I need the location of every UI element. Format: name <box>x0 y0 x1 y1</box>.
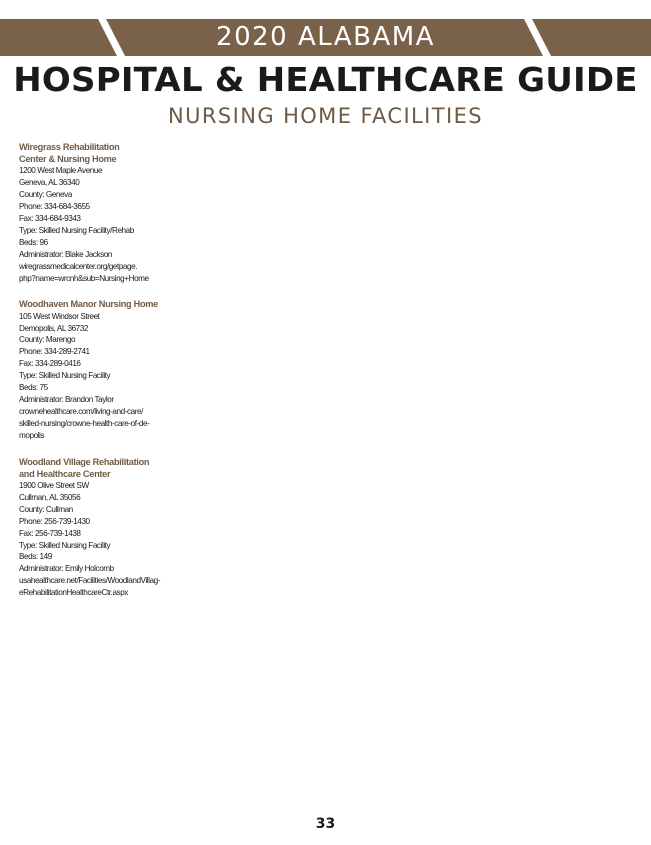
facility-entry <box>19 141 179 284</box>
facility-county: County: Cullman <box>19 504 73 514</box>
facility-fax: Fax: 334-684-9343 <box>19 214 81 224</box>
facility-website: usahealthcare.net/Facilities/WoodlandVillag- <box>19 576 161 586</box>
header-banner <box>0 19 651 56</box>
facility-administrator: Administrator: Emily Holcomb <box>19 564 114 574</box>
facility-type: Type: Skilled Nursing Facility <box>19 540 111 550</box>
facility-fax: Fax: 334-289-0416 <box>19 359 81 369</box>
section-title: NURSING HOME FACILITIES <box>168 104 483 128</box>
banner-title: 2020 ALABAMA <box>216 22 435 52</box>
facility-address: 105 West Windsor Street <box>19 311 100 321</box>
facility-phone: Phone: 334-684-3655 <box>19 202 90 212</box>
facility-city: Geneva, AL 36340 <box>19 178 80 188</box>
facility-city: Demopolis, AL 36732 <box>19 323 88 333</box>
facility-name <box>19 456 179 480</box>
facility-name-line: Woodhaven Manor Nursing Home <box>19 299 158 310</box>
facility-website: skilled-nursing/crowne-health-care-of-de- <box>19 418 150 428</box>
facility-website: eRehabilitationHealthcareCtr.aspx <box>19 588 128 598</box>
facility-city: Cullman, AL 35056 <box>19 492 81 502</box>
facility-entry <box>19 456 179 599</box>
facility-name <box>19 141 179 165</box>
facility-county: County: Geneva <box>19 190 72 200</box>
page-number: 33 <box>315 816 336 832</box>
facility-name <box>19 298 179 310</box>
facility-type: Type: Skilled Nursing Facility/Rehab <box>19 225 134 235</box>
facility-entry <box>19 298 179 441</box>
facility-administrator: Administrator: Blake Jackson <box>19 249 112 259</box>
page-title: HOSPITAL & HEALTHCARE GUIDE <box>13 60 638 99</box>
facility-address: 1200 West Maple Avenue <box>19 166 103 176</box>
facility-beds: Beds: 75 <box>19 383 48 393</box>
facility-phone: Phone: 256-739-1430 <box>19 516 90 526</box>
facility-name-line: Woodland Village Rehabilitation <box>19 456 150 467</box>
facility-type: Type: Skilled Nursing Facility <box>19 371 111 381</box>
facility-beds: Beds: 96 <box>19 237 48 247</box>
facility-name-line: and Healthcare Center <box>19 468 111 479</box>
facility-website: crownehealthcare.com/living-and-care/ <box>19 406 143 416</box>
facility-beds: Beds: 149 <box>19 552 52 562</box>
facility-address: 1900 Olive Street SW <box>19 481 89 491</box>
facility-county: County: Marengo <box>19 335 76 345</box>
facility-website: wiregrassmedicalcenter.org/getpage. <box>19 261 138 271</box>
facility-listings <box>19 141 179 613</box>
facility-administrator: Administrator: Brandon Taylor <box>19 395 114 405</box>
facility-fax: Fax: 256-739-1438 <box>19 528 81 538</box>
facility-phone: Phone: 334-289-2741 <box>19 347 90 357</box>
facility-name-line: Wiregrass Rehabilitation <box>19 142 120 152</box>
facility-website: php?name=wrcnh&sub=Nursing+Home <box>19 273 149 283</box>
facility-website: mopolis <box>19 430 45 440</box>
facility-name-line: Center & Nursing Home <box>19 154 117 165</box>
